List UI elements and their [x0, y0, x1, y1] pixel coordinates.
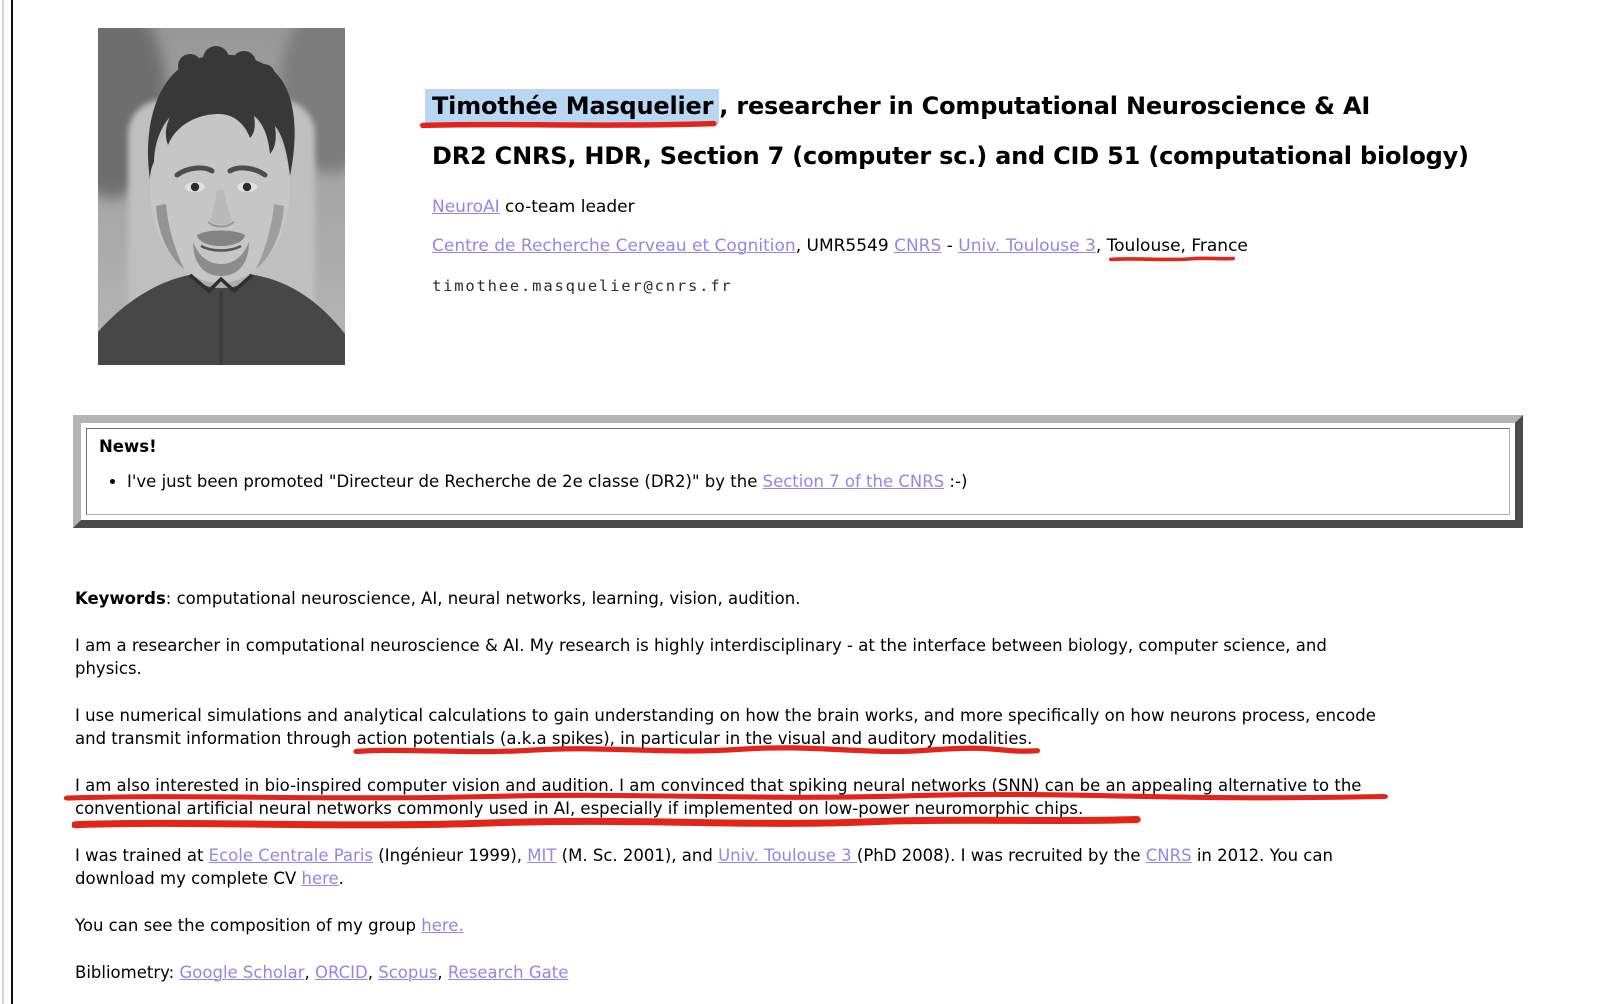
paragraph-text: (Ingénieur 1999), [373, 846, 528, 865]
paragraph-text: in 2012. You can [1191, 846, 1333, 865]
bio-content [75, 587, 1537, 984]
selected-name-text: Timothée Masquelier [425, 89, 719, 124]
keywords-text: : computational neuroscience, AI, neural networks, learning, vision, audition. [165, 589, 801, 608]
left-frame-line-inner [11, 0, 13, 1004]
news-box-inner [86, 428, 1510, 515]
page-title [432, 92, 1469, 120]
paragraph-text: You can see the composition of my group [75, 916, 422, 935]
news-item-smiley: :-) [944, 472, 968, 491]
paragraph-text: download my complete CV [75, 869, 302, 888]
news-title: News! [99, 437, 157, 456]
keywords-line [75, 587, 1537, 610]
underlined-neuromorphic-text: conventional artificial neural networks commonly used in AI, especially if implemented on low-power neuromorphic chips. [75, 799, 1084, 818]
location-text: , Toulouse, France [1095, 236, 1248, 256]
paragraph-text: , [304, 963, 316, 982]
cnrs-recruited-link[interactable]: CNRS [1145, 846, 1192, 865]
group-here-link[interactable]: here. [421, 916, 464, 935]
paragraph-group [75, 914, 1537, 937]
paragraph-text: (M. Sc. 2001), and [556, 846, 719, 865]
paragraph-text: I was trained at [75, 846, 209, 865]
section7-cnrs-link[interactable]: Section 7 of the CNRS [762, 472, 945, 491]
left-frame-line-outer [2, 0, 4, 1004]
orcid-link[interactable]: ORCID [315, 963, 368, 982]
header-text-block [432, 92, 1469, 295]
title-rest-text: , researcher in Computational Neuroscience & AI [719, 92, 1371, 120]
position-subtitle: DR2 CNRS, HDR, Section 7 (computer sc.) and CID 51 (computational biology) [432, 142, 1469, 170]
univ-toulouse-phd-link[interactable]: Univ. Toulouse 3 [718, 846, 857, 865]
google-scholar-link[interactable]: Google Scholar [179, 963, 305, 982]
email-text: timothee.masquelier@cnrs.fr [432, 277, 733, 295]
red-underline-annotation [72, 816, 1141, 830]
scopus-link[interactable]: Scopus [378, 963, 438, 982]
paragraph-text: (PhD 2008). I was recruited by the [856, 846, 1146, 865]
affiliation-line [432, 236, 1469, 256]
portrait-photo-image [98, 28, 345, 365]
paragraph-text: , [437, 963, 448, 982]
news-item [127, 472, 1497, 491]
affiliation-text: , UMR5549 [795, 236, 895, 256]
paragraph-text: physics. [75, 659, 142, 678]
team-role-line [432, 197, 1469, 217]
research-gate-link[interactable]: Research Gate [447, 963, 569, 982]
bibliometry-label: Bibliometry: [75, 963, 180, 982]
cv-here-link[interactable]: here [301, 869, 339, 888]
cnrs-link[interactable]: CNRS [894, 236, 942, 256]
paragraph-training [75, 844, 1537, 890]
profile-header [0, 0, 1616, 365]
news-box [73, 415, 1523, 528]
ecole-centrale-link[interactable]: Ecole Centrale Paris [208, 846, 374, 865]
keywords-label: Keywords [75, 589, 166, 608]
underlined-spikes-text: action potentials (a.k.a spikes), in particular in the visual and auditory modalities. [356, 729, 1033, 748]
cerco-link[interactable]: Centre de Recherche Cerveau et Cognition [432, 236, 796, 256]
role-text: co-team leader [499, 197, 635, 217]
paragraph-researcher [75, 634, 1537, 680]
portrait-photo [98, 28, 345, 365]
paragraph-text: I use numerical simulations and analytical calculations to gain understanding on how the brain works, and more specifically on how neurons process, encode [75, 706, 1376, 725]
news-list [99, 472, 1497, 491]
news-item-text: I've just been promoted "Directeur de Recherche de 2e classe (DR2)" by the [127, 472, 763, 491]
paragraph-text: and transmit information through [75, 729, 357, 748]
paragraph-text: I am a researcher in computational neuroscience & AI. My research is highly interdisciplinary - at the interface between biology, computer science, and [75, 636, 1327, 655]
paragraph-text: , [367, 963, 379, 982]
paragraph-simulations [75, 704, 1537, 750]
paragraph-text: . [338, 869, 344, 888]
neuroai-link[interactable]: NeuroAI [432, 197, 500, 217]
paragraph-bibliometry [75, 961, 1537, 984]
underlined-snn-text: I am also interested in bio-inspired computer vision and audition. I am convinced that spiking neural networks (SNN) can be an appealing alternative to the [75, 776, 1362, 795]
paragraph-snn [75, 774, 1537, 820]
mit-link[interactable]: MIT [527, 846, 557, 865]
affiliation-text: - [941, 236, 959, 256]
univ-toulouse-link[interactable]: Univ. Toulouse 3 [958, 236, 1096, 256]
